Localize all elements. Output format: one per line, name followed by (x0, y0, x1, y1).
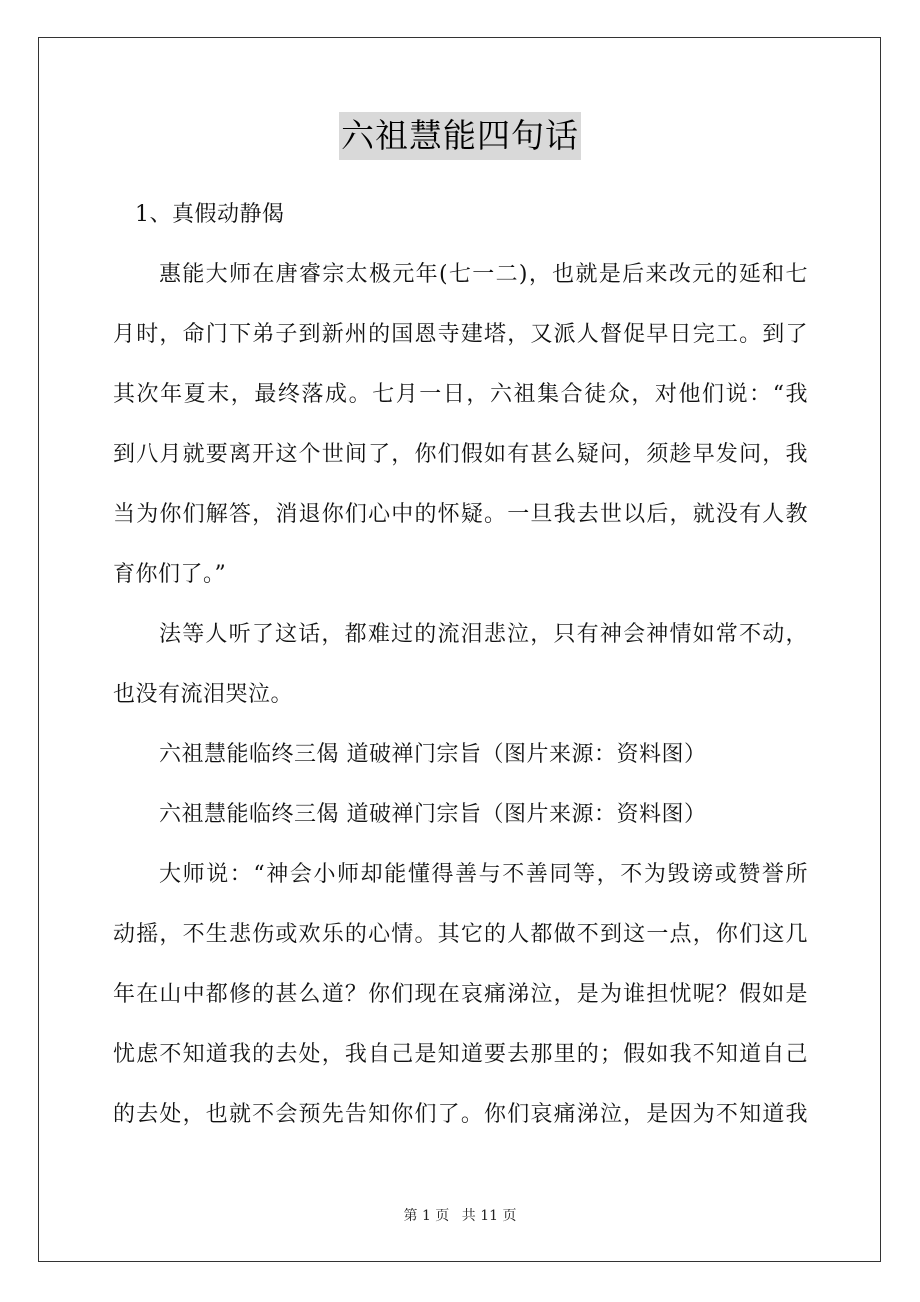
document-title: 六祖慧能四句话 (339, 112, 581, 160)
page-footer (0, 1205, 920, 1225)
total-pages: 共 11 页 (461, 1208, 517, 1224)
paragraph-line: 月时，命门下弟子到新州的国恩寺建塔，又派人督促早日完工。到了 (113, 322, 808, 347)
title-container (0, 112, 920, 160)
document-body (113, 185, 808, 1145)
paragraph-line: 大师说：“神会小师却能懂得善与不善同等，不为毁谤或赞誉所 (159, 862, 808, 887)
paragraph-line: 当为你们解答，消退你们心中的怀疑。一旦我去世以后，就没有人教 (113, 502, 808, 527)
paragraph-line: 其次年夏末，最终落成。七月一日，六祖集合徒众，对他们说：“我 (113, 382, 808, 407)
image-caption: 六祖慧能临终三偈 道破禅门宗旨（图片来源：资料图） (159, 742, 707, 767)
paragraph-line: 法等人听了这话，都难过的流泪悲泣，只有神会神情如常不动， (159, 622, 808, 647)
paragraph-line: 惠能大师在唐睿宗太极元年(七一二)，也就是后来改元的延和七 (159, 262, 808, 287)
image-caption: 六祖慧能临终三偈 道破禅门宗旨（图片来源：资料图） (159, 802, 707, 827)
section-heading: 1、真假动静偈 (135, 202, 285, 227)
paragraph-line: 忧虑不知道我的去处，我自己是知道要去那里的；假如我不知道自己 (113, 1042, 808, 1067)
page-number: 第 1 页 (403, 1208, 450, 1224)
paragraph-line: 到八月就要离开这个世间了，你们假如有甚么疑问，须趁早发问，我 (113, 442, 808, 467)
paragraph-line: 也没有流泪哭泣。 (113, 682, 294, 707)
paragraph-line: 育你们了。” (113, 562, 227, 587)
paragraph-line: 年在山中都修的甚么道？你们现在哀痛涕泣，是为谁担忧呢？假如是 (113, 982, 808, 1007)
paragraph-line: 动摇，不生悲伤或欢乐的心情。其它的人都做不到这一点，你们这几 (113, 922, 808, 947)
paragraph-line: 的去处，也就不会预先告知你们了。你们哀痛涕泣，是因为不知道我 (113, 1102, 808, 1127)
